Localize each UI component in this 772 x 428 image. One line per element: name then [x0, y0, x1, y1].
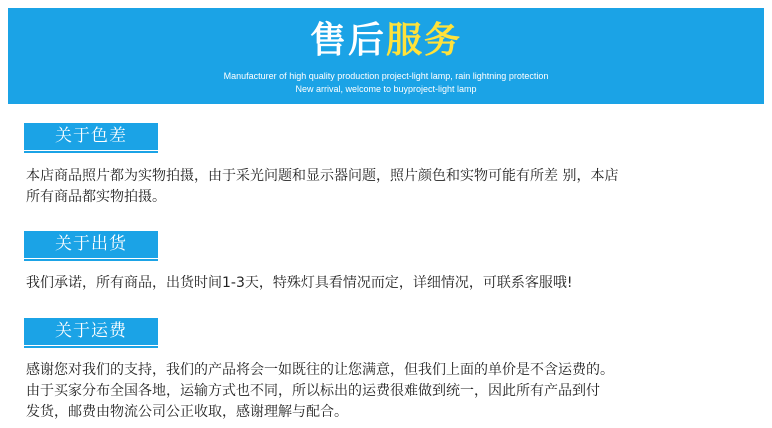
section-text-color-difference	[26, 166, 746, 208]
text-line: 由于买家分布全国各地，运输方式也不同，所以标出的运费很难做到统一，因此所有产品到付	[26, 383, 600, 399]
text-line: 我们承诺，所有商品，出货时间1-3天，特殊灯具看情况而定，详细情况，可联系客服哦!	[26, 275, 573, 291]
section-heading-shipping: 关于出货	[24, 231, 158, 258]
text-line: 感谢您对我们的支持，我们的产品将会一如既往的让您满意，但我们上面的单价是不含运费的。	[26, 362, 614, 378]
banner-title	[8, 20, 764, 62]
text-line: 本店商品照片都为实物拍摄，由于采光问题和显示器问题，照片颜色和实物可能有所差 别，本店	[26, 168, 619, 184]
header-banner	[8, 8, 764, 104]
section-text-freight	[26, 360, 746, 423]
text-line: 所有商品都实物拍摄。	[26, 189, 166, 205]
section-heading-freight: 关于运费	[24, 318, 158, 345]
banner-subtitle-line2: New arrival, welcome to buyproject-light lamp	[295, 84, 477, 94]
text-line: 发货，邮费由物流公司公正收取，感谢理解与配合。	[26, 404, 348, 420]
banner-title-part1: 售后	[309, 20, 386, 61]
section-heading-color-difference: 关于色差	[24, 123, 158, 150]
banner-title-part2: 服务	[386, 20, 463, 61]
banner-subtitle-line1: Manufacturer of high quality production project-light lamp, rain lightning protection	[223, 71, 549, 81]
section-text-shipping	[26, 273, 746, 294]
